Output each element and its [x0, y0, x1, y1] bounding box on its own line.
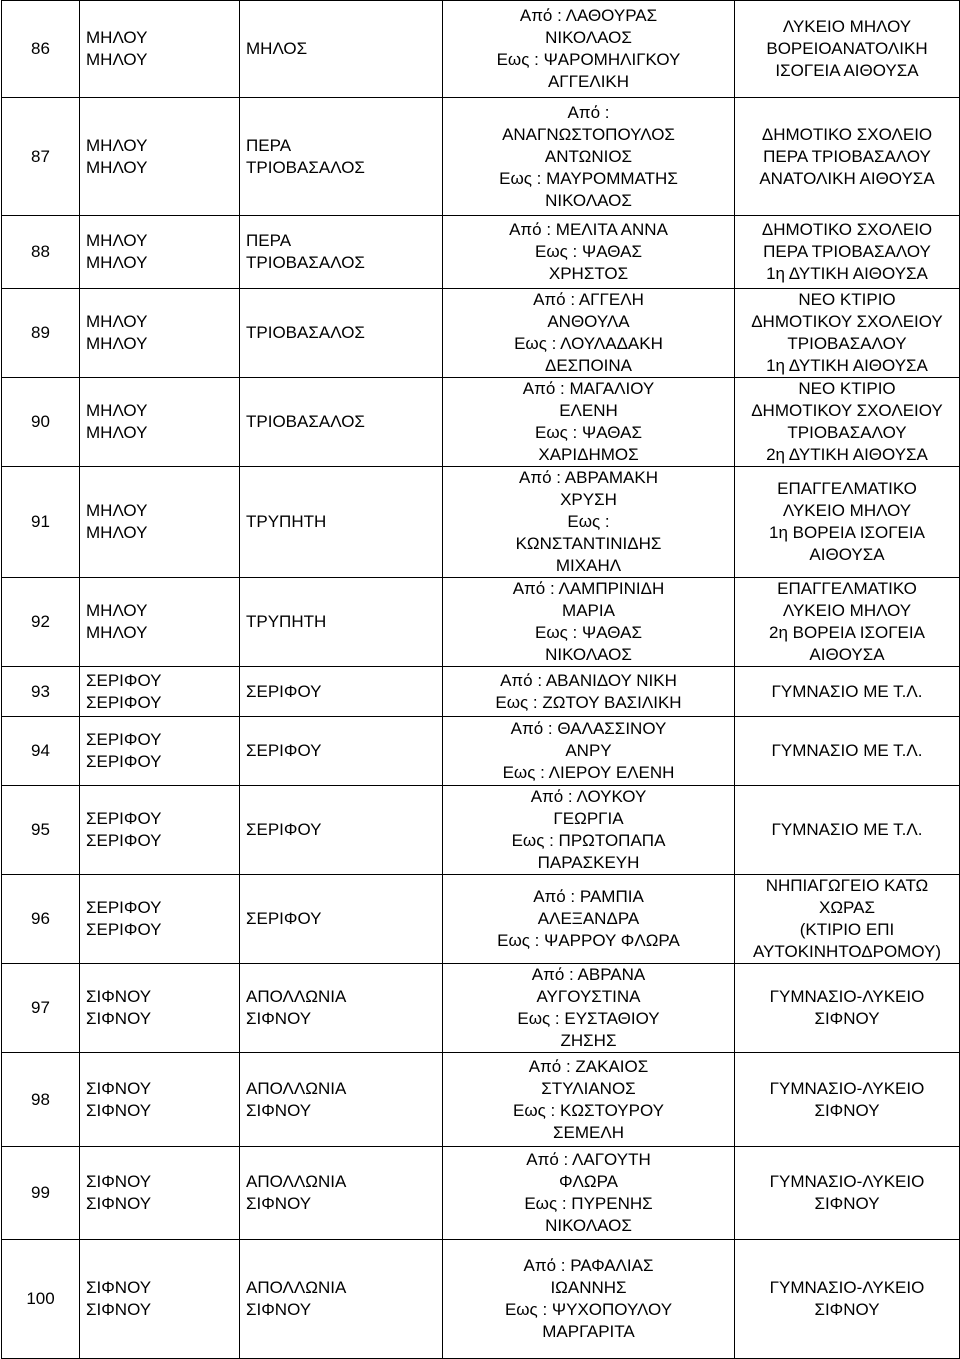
surname-range-cell: Από : ΛΑΘΟΥΡΑΣ ΝΙΚΟΛΑΟΣ Εως : ΨΑΡΟΜΗΛΙΓΚΟΥ ΑΓΓΕΛΙΚΗ: [443, 1, 735, 98]
area-cell: ΑΠΟΛΛΩΝΙΑ ΣΙΦΝΟΥ: [240, 964, 443, 1053]
row-number: 93: [2, 667, 80, 717]
row-number: 92: [2, 578, 80, 667]
municipality-cell: ΣΕΡΙΦΟΥ ΣΕΡΙΦΟΥ: [80, 786, 240, 875]
surname-range-cell: Από : ΜΑΓΑΛΙΟΥ ΕΛΕΝΗ Εως : ΨΑΘΑΣ ΧΑΡΙΔΗΜΟΣ: [443, 378, 735, 467]
table-row: [2, 667, 960, 717]
surname-range-cell: Από : ΑΒΡΑΝΑ ΑΥΓΟΥΣΤΙΝΑ Εως : ΕΥΣΤΑΘΙΟΥ ΖΗΣΗΣ: [443, 964, 735, 1053]
municipality-cell: ΜΗΛΟΥ ΜΗΛΟΥ: [80, 1, 240, 98]
surname-range-cell: Από : ΜΕΛΙΤΑ ΑΝΝΑ Εως : ΨΑΘΑΣ ΧΡΗΣΤΟΣ: [443, 216, 735, 289]
area-cell: ΠΕΡΑ ΤΡΙΟΒΑΣΑΛΟΣ: [240, 98, 443, 216]
row-number: 99: [2, 1147, 80, 1240]
area-cell: ΑΠΟΛΛΩΝΙΑ ΣΙΦΝΟΥ: [240, 1240, 443, 1359]
area-cell: ΤΡΙΟΒΑΣΑΛΟΣ: [240, 289, 443, 378]
row-number: 87: [2, 98, 80, 216]
polling-place-cell: ΓΥΜΝΑΣΙΟ-ΛΥΚΕΙΟ ΣΙΦΝΟΥ: [735, 1240, 960, 1359]
surname-range-cell: Από : ΛΟΥΚΟΥ ΓΕΩΡΓΙΑ Εως : ΠΡΩΤΟΠΑΠΑ ΠΑΡΑΣΚΕΥΗ: [443, 786, 735, 875]
polling-place-cell: ΕΠΑΓΓΕΛΜΑΤΙΚΟ ΛΥΚΕΙΟ ΜΗΛΟΥ 1η ΒΟΡΕΙΑ ΙΣΟΓΕΙΑ ΑΙΘΟΥΣΑ: [735, 467, 960, 578]
surname-range-cell: Από : ΡΑΦΑΛΙΑΣ ΙΩΑΝΝΗΣ Εως : ΨΥΧΟΠΟΥΛΟΥ ΜΑΡΓΑΡΙΤΑ: [443, 1240, 735, 1359]
table-body: [2, 1, 960, 1359]
polling-place-cell: ΔΗΜΟΤΙΚΟ ΣΧΟΛΕΙΟ ΠΕΡΑ ΤΡΙΟΒΑΣΑΛΟΥ 1η ΔΥΤΙΚΗ ΑΙΘΟΥΣΑ: [735, 216, 960, 289]
surname-range-cell: Από : ΑΝΑΓΝΩΣΤΟΠΟΥΛΟΣ ΑΝΤΩΝΙΟΣ Εως : ΜΑΥΡΟΜΜΑΤΗΣ ΝΙΚΟΛΑΟΣ: [443, 98, 735, 216]
polling-stations-table: [1, 0, 960, 1359]
surname-range-cell: Από : ΘΑΛΑΣΣΙΝΟΥ ΑΝΡΥ Εως : ΛΙΕΡΟΥ ΕΛΕΝΗ: [443, 717, 735, 786]
table-row: [2, 875, 960, 964]
municipality-cell: ΜΗΛΟΥ ΜΗΛΟΥ: [80, 289, 240, 378]
table-row: [2, 98, 960, 216]
municipality-cell: ΜΗΛΟΥ ΜΗΛΟΥ: [80, 98, 240, 216]
row-number: 91: [2, 467, 80, 578]
polling-place-cell: ΓΥΜΝΑΣΙΟ-ΛΥΚΕΙΟ ΣΙΦΝΟΥ: [735, 964, 960, 1053]
municipality-cell: ΣΙΦΝΟΥ ΣΙΦΝΟΥ: [80, 964, 240, 1053]
area-cell: ΤΡΥΠΗΤΗ: [240, 578, 443, 667]
area-cell: ΣΕΡΙΦΟΥ: [240, 717, 443, 786]
surname-range-cell: Από : ΡΑΜΠΙΑ ΑΛΕΞΑΝΔΡΑ Εως : ΨΑΡΡΟΥ ΦΛΩΡΑ: [443, 875, 735, 964]
municipality-cell: ΣΙΦΝΟΥ ΣΙΦΝΟΥ: [80, 1053, 240, 1147]
municipality-cell: ΣΕΡΙΦΟΥ ΣΕΡΙΦΟΥ: [80, 717, 240, 786]
surname-range-cell: Από : ΛΑΜΠΡΙΝΙΔΗ ΜΑΡΙΑ Εως : ΨΑΘΑΣ ΝΙΚΟΛΑΟΣ: [443, 578, 735, 667]
row-number: 94: [2, 717, 80, 786]
row-number: 100: [2, 1240, 80, 1359]
municipality-cell: ΜΗΛΟΥ ΜΗΛΟΥ: [80, 216, 240, 289]
row-number: 90: [2, 378, 80, 467]
area-cell: ΤΡΙΟΒΑΣΑΛΟΣ: [240, 378, 443, 467]
row-number: 97: [2, 964, 80, 1053]
table-row: [2, 1240, 960, 1359]
polling-place-cell: ΝΕΟ ΚΤΙΡΙΟ ΔΗΜΟΤΙΚΟΥ ΣΧΟΛΕΙΟΥ ΤΡΙΟΒΑΣΑΛΟΥ 2η ΔΥΤΙΚΗ ΑΙΘΟΥΣΑ: [735, 378, 960, 467]
municipality-cell: ΜΗΛΟΥ ΜΗΛΟΥ: [80, 378, 240, 467]
table-row: [2, 1147, 960, 1240]
polling-place-cell: ΝΗΠΙΑΓΩΓΕΙΟ ΚΑΤΩ ΧΩΡΑΣ (ΚΤΙΡΙΟ ΕΠΙ ΑΥΤΟΚΙΝΗΤΟΔΡΟΜΟΥ): [735, 875, 960, 964]
area-cell: ΣΕΡΙΦΟΥ: [240, 667, 443, 717]
polling-place-cell: ΓΥΜΝΑΣΙΟ-ΛΥΚΕΙΟ ΣΙΦΝΟΥ: [735, 1147, 960, 1240]
surname-range-cell: Από : ΑΒΡΑΜΑΚΗ ΧΡΥΣΗ Εως : ΚΩΝΣΤΑΝΤΙΝΙΔΗΣ ΜΙΧΑΗΛ: [443, 467, 735, 578]
polling-place-cell: ΔΗΜΟΤΙΚΟ ΣΧΟΛΕΙΟ ΠΕΡΑ ΤΡΙΟΒΑΣΑΛΟΥ ΑΝΑΤΟΛΙΚΗ ΑΙΘΟΥΣΑ: [735, 98, 960, 216]
municipality-cell: ΣΕΡΙΦΟΥ ΣΕΡΙΦΟΥ: [80, 667, 240, 717]
surname-range-cell: Από : ΑΓΓΕΛΗ ΑΝΘΟΥΛΑ Εως : ΛΟΥΛΑΔΑΚΗ ΔΕΣΠΟΙΝΑ: [443, 289, 735, 378]
row-number: 88: [2, 216, 80, 289]
table-row: [2, 717, 960, 786]
area-cell: ΣΕΡΙΦΟΥ: [240, 786, 443, 875]
municipality-cell: ΜΗΛΟΥ ΜΗΛΟΥ: [80, 467, 240, 578]
table-row: [2, 378, 960, 467]
table-row: [2, 467, 960, 578]
table-row: [2, 578, 960, 667]
table-row: [2, 786, 960, 875]
polling-place-cell: ΓΥΜΝΑΣΙΟ ΜΕ Τ.Λ.: [735, 667, 960, 717]
area-cell: ΜΗΛΟΣ: [240, 1, 443, 98]
polling-place-cell: ΛΥΚΕΙΟ ΜΗΛΟΥ ΒΟΡΕΙΟΑΝΑΤΟΛΙΚΗ ΙΣΟΓΕΙΑ ΑΙΘΟΥΣΑ: [735, 1, 960, 98]
surname-range-cell: Από : ΖΑΚΑΙΟΣ ΣΤΥΛΙΑΝΟΣ Εως : ΚΩΣΤΟΥΡΟΥ ΣΕΜΕΛΗ: [443, 1053, 735, 1147]
surname-range-cell: Από : ΑΒΑΝΙΔΟΥ ΝΙΚΗ Εως : ΖΩΤΟΥ ΒΑΣΙΛΙΚΗ: [443, 667, 735, 717]
area-cell: ΠΕΡΑ ΤΡΙΟΒΑΣΑΛΟΣ: [240, 216, 443, 289]
polling-place-cell: ΕΠΑΓΓΕΛΜΑΤΙΚΟ ΛΥΚΕΙΟ ΜΗΛΟΥ 2η ΒΟΡΕΙΑ ΙΣΟΓΕΙΑ ΑΙΘΟΥΣΑ: [735, 578, 960, 667]
table-row: [2, 216, 960, 289]
polling-place-cell: ΝΕΟ ΚΤΙΡΙΟ ΔΗΜΟΤΙΚΟΥ ΣΧΟΛΕΙΟΥ ΤΡΙΟΒΑΣΑΛΟΥ 1η ΔΥΤΙΚΗ ΑΙΘΟΥΣΑ: [735, 289, 960, 378]
area-cell: ΣΕΡΙΦΟΥ: [240, 875, 443, 964]
table-row: [2, 1053, 960, 1147]
polling-place-cell: ΓΥΜΝΑΣΙΟ ΜΕ Τ.Λ.: [735, 786, 960, 875]
area-cell: ΑΠΟΛΛΩΝΙΑ ΣΙΦΝΟΥ: [240, 1147, 443, 1240]
row-number: 96: [2, 875, 80, 964]
area-cell: ΑΠΟΛΛΩΝΙΑ ΣΙΦΝΟΥ: [240, 1053, 443, 1147]
municipality-cell: ΜΗΛΟΥ ΜΗΛΟΥ: [80, 578, 240, 667]
row-number: 95: [2, 786, 80, 875]
municipality-cell: ΣΙΦΝΟΥ ΣΙΦΝΟΥ: [80, 1240, 240, 1359]
row-number: 89: [2, 289, 80, 378]
polling-place-cell: ΓΥΜΝΑΣΙΟ ΜΕ Τ.Λ.: [735, 717, 960, 786]
table-row: [2, 964, 960, 1053]
row-number: 86: [2, 1, 80, 98]
row-number: 98: [2, 1053, 80, 1147]
surname-range-cell: Από : ΛΑΓΟΥΤΗ ΦΛΩΡΑ Εως : ΠΥΡΕΝΗΣ ΝΙΚΟΛΑΟΣ: [443, 1147, 735, 1240]
municipality-cell: ΣΙΦΝΟΥ ΣΙΦΝΟΥ: [80, 1147, 240, 1240]
table-row: [2, 289, 960, 378]
area-cell: ΤΡΥΠΗΤΗ: [240, 467, 443, 578]
municipality-cell: ΣΕΡΙΦΟΥ ΣΕΡΙΦΟΥ: [80, 875, 240, 964]
polling-place-cell: ΓΥΜΝΑΣΙΟ-ΛΥΚΕΙΟ ΣΙΦΝΟΥ: [735, 1053, 960, 1147]
table-row: [2, 1, 960, 98]
